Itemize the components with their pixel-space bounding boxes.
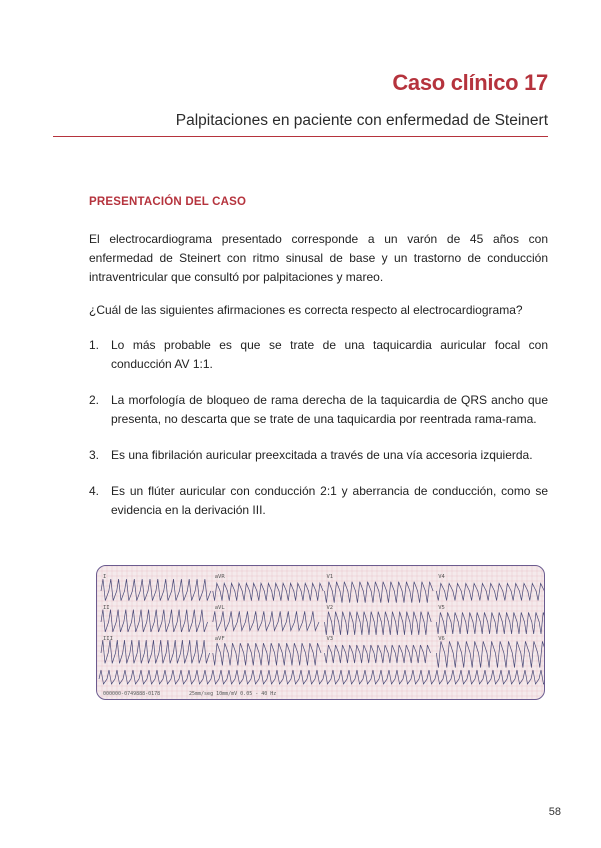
ecg-lead-label: II <box>103 605 110 611</box>
ecg-lead-label: III <box>103 636 113 642</box>
option-number: 3. <box>89 448 100 462</box>
ecg-lead-label: aVR <box>214 574 225 580</box>
ecg-footer-id: 000000-0749888-0178 <box>103 691 161 697</box>
answer-option <box>89 446 548 465</box>
ecg-lead-row <box>101 640 544 668</box>
ecg-grid <box>97 566 544 699</box>
option-text: Lo más probable es que se trate de una taquicardia auricular focal con conducción AV 1:1. <box>111 338 548 371</box>
ecg-lead-label: aVF <box>214 636 225 642</box>
option-number: 1. <box>89 338 100 352</box>
case-subtitle: Palpitaciones en paciente con enfermedad de Steinert <box>175 112 548 129</box>
case-title: Caso clínico 17 <box>392 70 548 95</box>
ecg-lead-label: V3 <box>326 636 334 642</box>
ecg-rhythm-strip <box>99 670 544 684</box>
question-text: ¿Cuál de las siguientes afirmaciones es correcta respecto al electrocardiograma? <box>89 303 523 317</box>
answer-option <box>89 336 548 374</box>
answer-option <box>89 391 548 429</box>
ecg-lead-label: V1 <box>326 574 334 580</box>
case-presentation-text: El electrocardiograma presentado corresponde a un varón de 45 años con enfermedad de Steinert con ritmo sinusal de base y un trastorno de conducción intraventricular que consultó por palpitaciones y mareo. <box>89 232 548 284</box>
ecg-footer-settings: 25mm/seg 10mm/mV 0.05 - 40 Hz <box>189 691 277 697</box>
title-divider <box>53 136 548 137</box>
option-text: La morfología de bloqueo de rama derecha de la taquicardia de QRS ancho que presenta, no descarta que se trate de una taquicardia por reentrada rama-rama. <box>111 393 548 426</box>
option-number: 4. <box>89 484 100 498</box>
ecg-image <box>96 565 545 700</box>
section-heading: PRESENTACIÓN DEL CASO <box>89 196 247 208</box>
option-text: Es una fibrilación auricular preexcitada a través de una vía accesoria izquierda. <box>111 448 533 462</box>
page-number: 58 <box>548 806 561 818</box>
ecg-lead-label: V5 <box>438 605 445 611</box>
ecg-tracing <box>97 566 544 699</box>
ecg-lead-label: V2 <box>326 605 334 611</box>
answer-options <box>89 336 548 537</box>
ecg-lead-label: I <box>103 574 107 580</box>
ecg-lead-label: V4 <box>438 574 445 580</box>
answer-option <box>89 482 548 520</box>
option-number: 2. <box>89 393 100 407</box>
ecg-lead-label: aVL <box>214 605 225 611</box>
ecg-lead-label: V6 <box>438 636 445 642</box>
option-text: Es un flúter auricular con conducción 2:1 y aberrancia de conducción, como se evidencia en la derivación III. <box>111 484 548 517</box>
